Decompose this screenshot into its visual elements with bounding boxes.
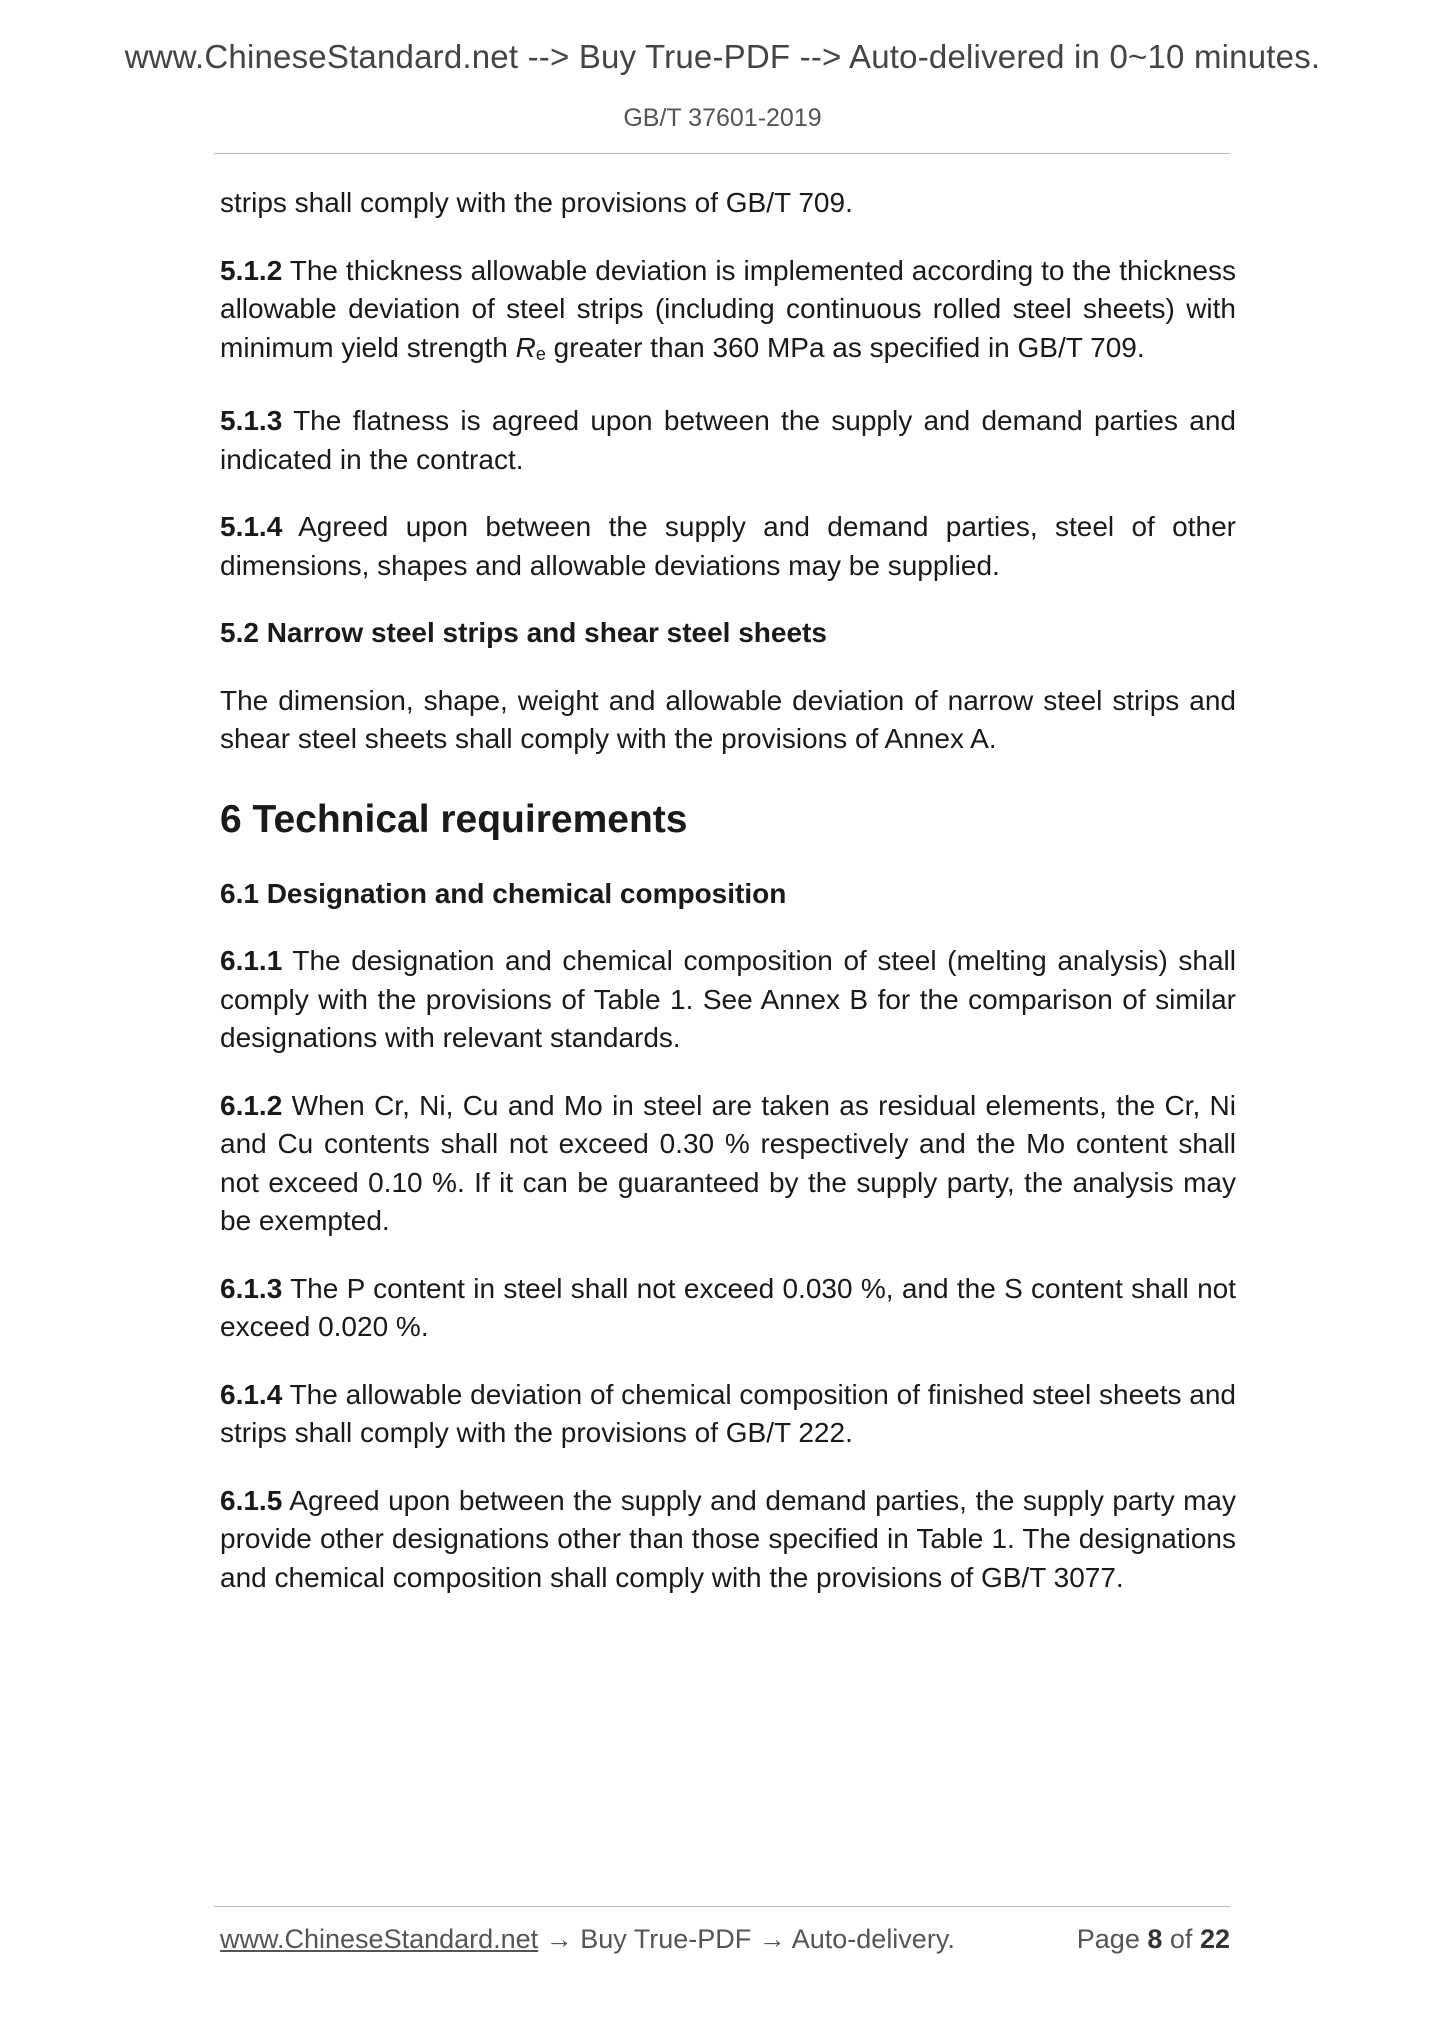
footer-tagline: → Buy True-PDF → Auto-delivery. — [538, 1924, 955, 1954]
clause-text: Agreed upon between the supply and demand parties, steel of other dimensions, shapes and allowable deviations may be supplied. — [220, 511, 1236, 581]
page-indicator — [1077, 1924, 1230, 1955]
yield-strength-symbol: R — [515, 331, 536, 363]
footer-promo — [220, 1924, 955, 1955]
clause-number: 5.1.4 — [220, 511, 283, 542]
clause-text: The designation and chemical composition of steel (melting analysis) shall comply with the provisions of Table 1. See Annex B for the comparison of similar designations with relevant standards. — [220, 945, 1236, 1053]
clause-6-1-2 — [220, 1087, 1236, 1241]
clause-number: 6.1.4 — [220, 1378, 283, 1410]
clause-number: 6.1.1 — [220, 945, 283, 976]
clause-number: 5.1.3 — [220, 405, 283, 436]
clause-number: 6.1.3 — [220, 1272, 283, 1304]
top-banner: www.ChineseStandard.net --> Buy True-PDF --> Auto-delivered in 0~10 minutes. — [124, 38, 1321, 75]
standard-number: GB/T 37601-2019 — [623, 104, 822, 132]
page-total: 22 — [1199, 1924, 1230, 1954]
clause-text: When Cr, Ni, Cu and Mo in steel are taken as residual elements, the Cr, Ni and Cu contents shall not exceed 0.30 % respectively and the Mo content shall not exceed 0.10 %. If it can be guaranteed by the supply party, the analysis may be exempted. — [220, 1089, 1237, 1236]
clause-6-1-1 — [220, 942, 1236, 1058]
clause-text-continued: greater than 360 MPa as specified in GB/T 709. — [545, 331, 1145, 363]
clause-text: The flatness is agreed upon between the supply and demand parties and indicated in the contract. — [220, 405, 1236, 475]
section-heading-6-1: 6.1 Designation and chemical composition — [220, 877, 787, 909]
clause-5-1-4 — [220, 508, 1236, 585]
section-heading-5-2: 5.2 Narrow steel strips and shear steel sheets — [220, 617, 827, 648]
page-current: 8 — [1147, 1924, 1163, 1954]
section-5-2-text: The dimension, shape, weight and allowable deviation of narrow steel strips and shear steel sheets shall comply with the provisions of Annex A. — [220, 684, 1236, 754]
clause-6-1-3 — [220, 1270, 1236, 1347]
clause-6-1-5 — [220, 1482, 1236, 1598]
clause-text: The allowable deviation of chemical composition of finished steel sheets and strips shall comply with the provisions of GB/T 222. — [220, 1378, 1237, 1448]
clause-number: 5.1.2 — [220, 254, 283, 286]
of-label: of — [1169, 1924, 1193, 1954]
page-label: Page — [1076, 1924, 1140, 1954]
footer-divider — [214, 1906, 1230, 1907]
clause-number: 6.1.2 — [220, 1089, 283, 1121]
clause-text: The thickness allowable deviation is implemented according to the thickness allowable deviation of steel strips (including continuous rolled steel sheets) with minimum yield strength — [220, 254, 1236, 363]
footer-site-link[interactable]: www.ChineseStandard.net — [220, 1924, 539, 1954]
clause-6-1-4 — [220, 1376, 1236, 1453]
clause-number: 6.1.5 — [220, 1484, 283, 1516]
chapter-heading-6: 6 Technical requirements — [220, 797, 688, 841]
page-content — [220, 184, 1236, 1597]
clause-text: The P content in steel shall not exceed 0.030 %, and the S content shall not exceed 0.020 %. — [220, 1272, 1236, 1342]
clause-text: Agreed upon between the supply and demand parties, the supply party may provide other designations other than those specified in Table 1. The designations and chemical composition shall comply with the provisions of GB/T 3077. — [220, 1484, 1237, 1593]
yield-strength-subscript: e — [535, 343, 546, 364]
header-divider — [214, 153, 1230, 154]
clause-5-1-3 — [220, 402, 1236, 479]
clause-5-1-2 — [220, 252, 1236, 374]
paragraph-continued: strips shall comply with the provisions of GB/T 709. — [220, 187, 853, 218]
